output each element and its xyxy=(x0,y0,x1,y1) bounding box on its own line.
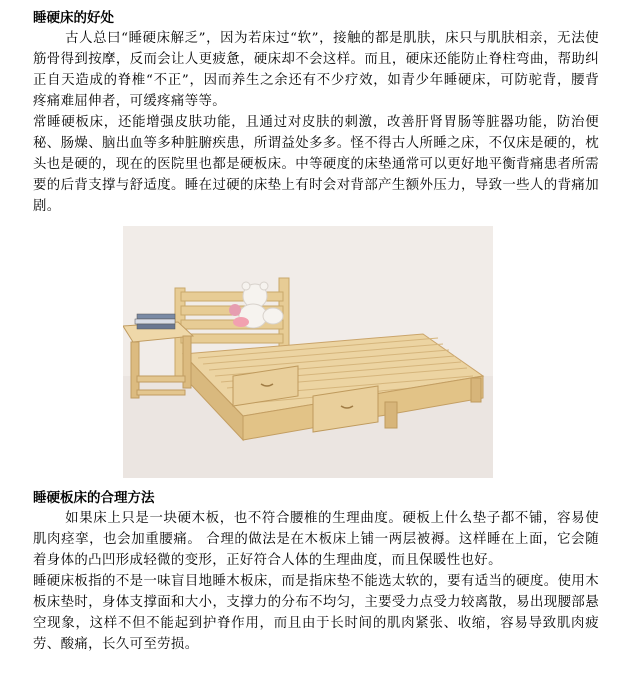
paragraph: 常睡硬板床，还能增强皮肤功能，且通过对皮肤的刺激，改善肝肾胃肠等脏器功能，防治便秘、肠燥、脑出血等多种脏腑疾患，所谓益处多多。怪不得古人所睡之床，不仅床是硬的，枕头也是硬的，现在的医院里也都是硬板床。中等硬度的床垫通常可以更好地平衡背痛患者所需要的后背支撑与舒适度。睡在过硬的床垫上有时会对背部产生额外压力，导致一些人的背痛加剧。 xyxy=(33,115,599,214)
section-title: 睡硬床的好处 xyxy=(33,10,114,26)
section-good-points xyxy=(33,8,599,217)
paragraph: 古人总曰“睡硬床解乏”，因为若床过“软”，接触的都是肌肤，床只与肌肤相亲，无法使筋骨得到按摩，反而会让人更疲惫，硬床却不会这样。而且，硬床还能防止脊柱弯曲，帮助纠正自天造成的脊椎“不正”，因而养生之余还有不少疗效，如青少年睡硬床，可防驼背，腰背疼痛难屈伸者，可缓疼痛等等。 xyxy=(33,31,599,109)
paragraph: 如果床上只是一块硬木板，也不符合腰椎的生理曲度。硬板上什么垫子都不铺，容易使肌肉痉挛，也会加重腰痛。 合理的做法是在木板床上铺一两层被褥。这样睡在上面，它会随着身体的凸凹形成轻微的变形，正好符合人体的生理曲度，而且保暖性也好。 xyxy=(33,511,599,568)
section-title: 睡硬板床的合理方法 xyxy=(33,490,155,506)
paragraph: 睡硬床板指的不是一味盲目地睡木板床，而是指床垫不能选太软的，要有适当的硬度。使用木板床垫时，身体支撑面和大小，支撑力的分布不均匀，主要受力点受力较离散，易出现腰部悬空现象，这样不但不能起到护脊作用，而且由于长时间的肌肉紧张、收缩，容易导致肌肉疲劳、酸痛，长久可至劳损。 xyxy=(33,574,599,652)
wooden-bed-photo xyxy=(123,226,493,478)
book-stack xyxy=(135,314,175,329)
section-proper-method xyxy=(33,488,599,655)
